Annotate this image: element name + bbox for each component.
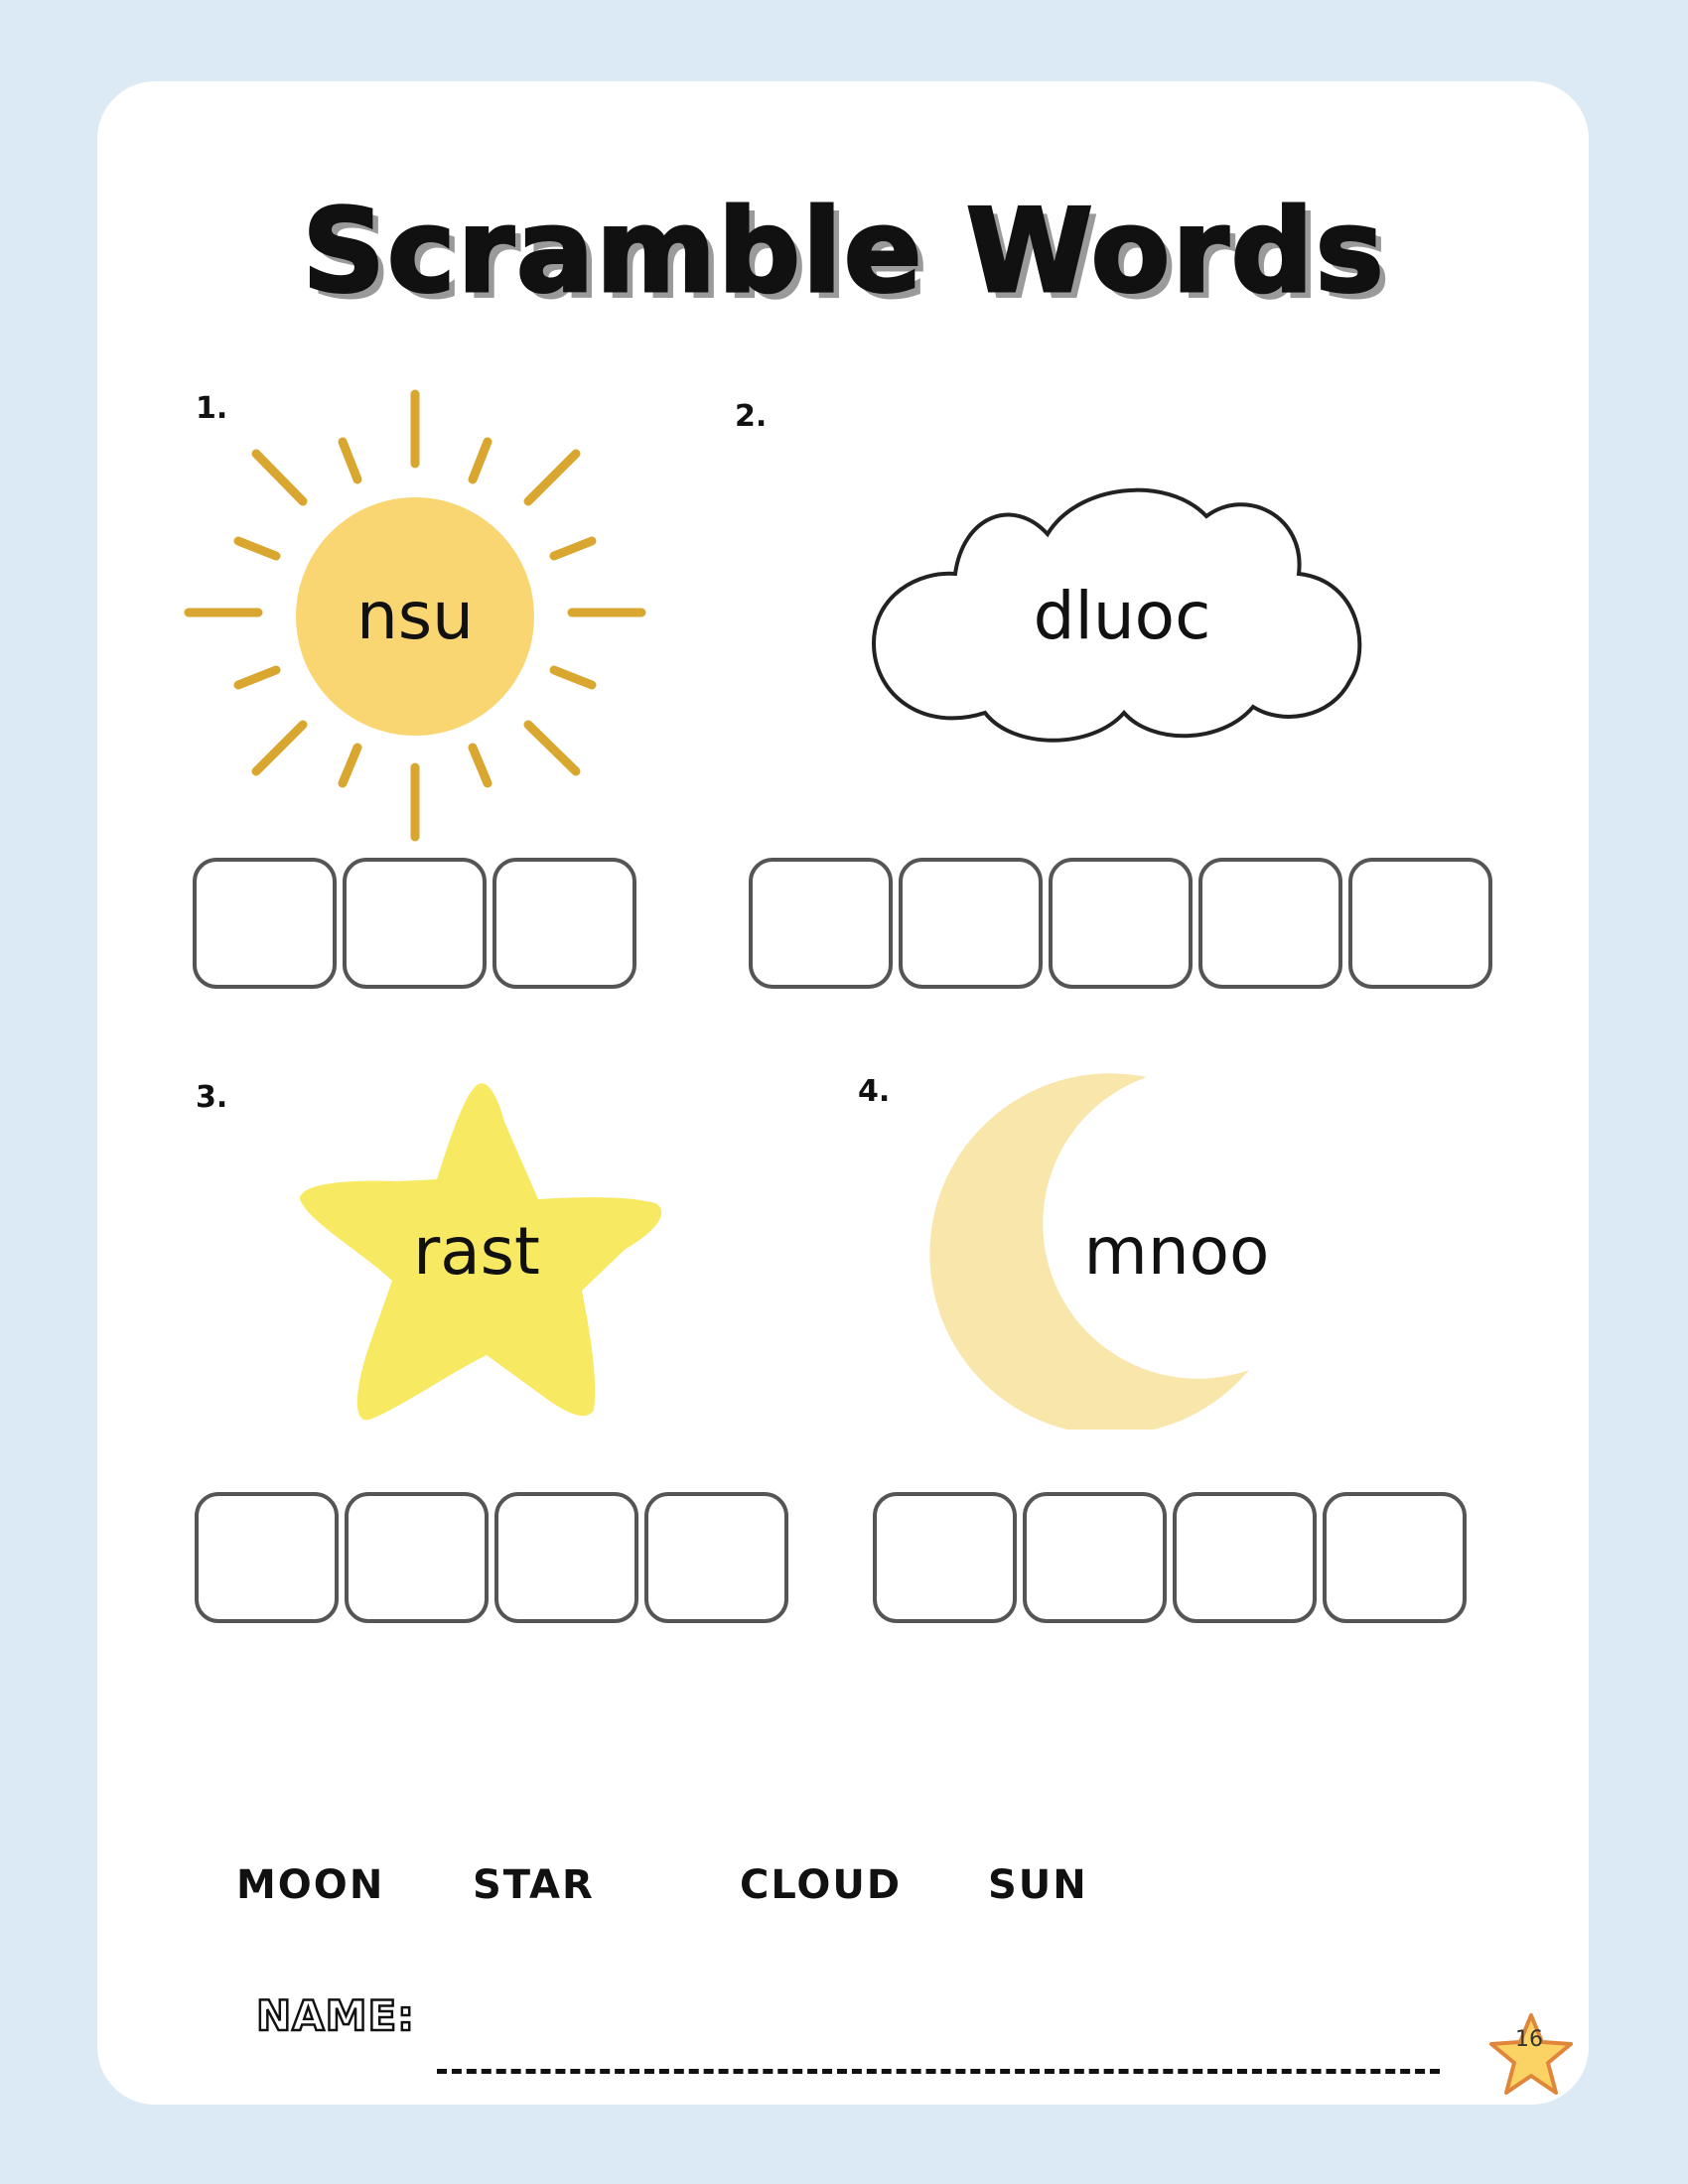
letter-box[interactable] bbox=[494, 1492, 638, 1623]
letter-box[interactable] bbox=[749, 858, 893, 989]
name-label: NAME: bbox=[256, 1991, 415, 2040]
word-bank-moon: MOON bbox=[236, 1862, 385, 1908]
letter-box[interactable] bbox=[873, 1492, 1017, 1623]
answer-boxes-1 bbox=[193, 858, 636, 989]
letter-box[interactable] bbox=[345, 1492, 489, 1623]
scrambled-word-2: dluoc bbox=[1033, 578, 1211, 654]
letter-box[interactable] bbox=[193, 858, 337, 989]
answer-boxes-3 bbox=[195, 1492, 788, 1623]
letter-box[interactable] bbox=[492, 858, 636, 989]
name-input-line[interactable] bbox=[437, 2069, 1440, 2074]
puzzle-number-1: 1. bbox=[196, 391, 228, 426]
letter-box[interactable] bbox=[1323, 1492, 1467, 1623]
letter-box[interactable] bbox=[1348, 858, 1492, 989]
answer-boxes-2 bbox=[749, 858, 1492, 989]
word-bank-star: STAR bbox=[473, 1862, 595, 1908]
letter-box[interactable] bbox=[343, 858, 487, 989]
letter-box[interactable] bbox=[644, 1492, 788, 1623]
page-star-icon bbox=[1485, 2009, 1577, 2101]
answer-boxes-4 bbox=[873, 1492, 1467, 1623]
word-bank-sun: SUN bbox=[988, 1862, 1088, 1908]
puzzle-number-3: 3. bbox=[196, 1080, 228, 1115]
word-bank-cloud: CLOUD bbox=[740, 1862, 903, 1908]
letter-box[interactable] bbox=[1198, 858, 1342, 989]
page-number: 16 bbox=[1515, 2027, 1543, 2052]
puzzle-number-2: 2. bbox=[735, 399, 768, 434]
puzzle-number-4: 4. bbox=[858, 1074, 891, 1109]
letter-box[interactable] bbox=[195, 1492, 339, 1623]
scrambled-word-3: rast bbox=[413, 1213, 540, 1290]
page-title: Scramble Words bbox=[302, 185, 1386, 319]
letter-box[interactable] bbox=[1023, 1492, 1167, 1623]
letter-box[interactable] bbox=[1049, 858, 1193, 989]
scrambled-word-4: mnoo bbox=[1083, 1213, 1270, 1290]
letter-box[interactable] bbox=[1173, 1492, 1317, 1623]
letter-box[interactable] bbox=[899, 858, 1043, 989]
scrambled-word-1: nsu bbox=[355, 578, 475, 654]
